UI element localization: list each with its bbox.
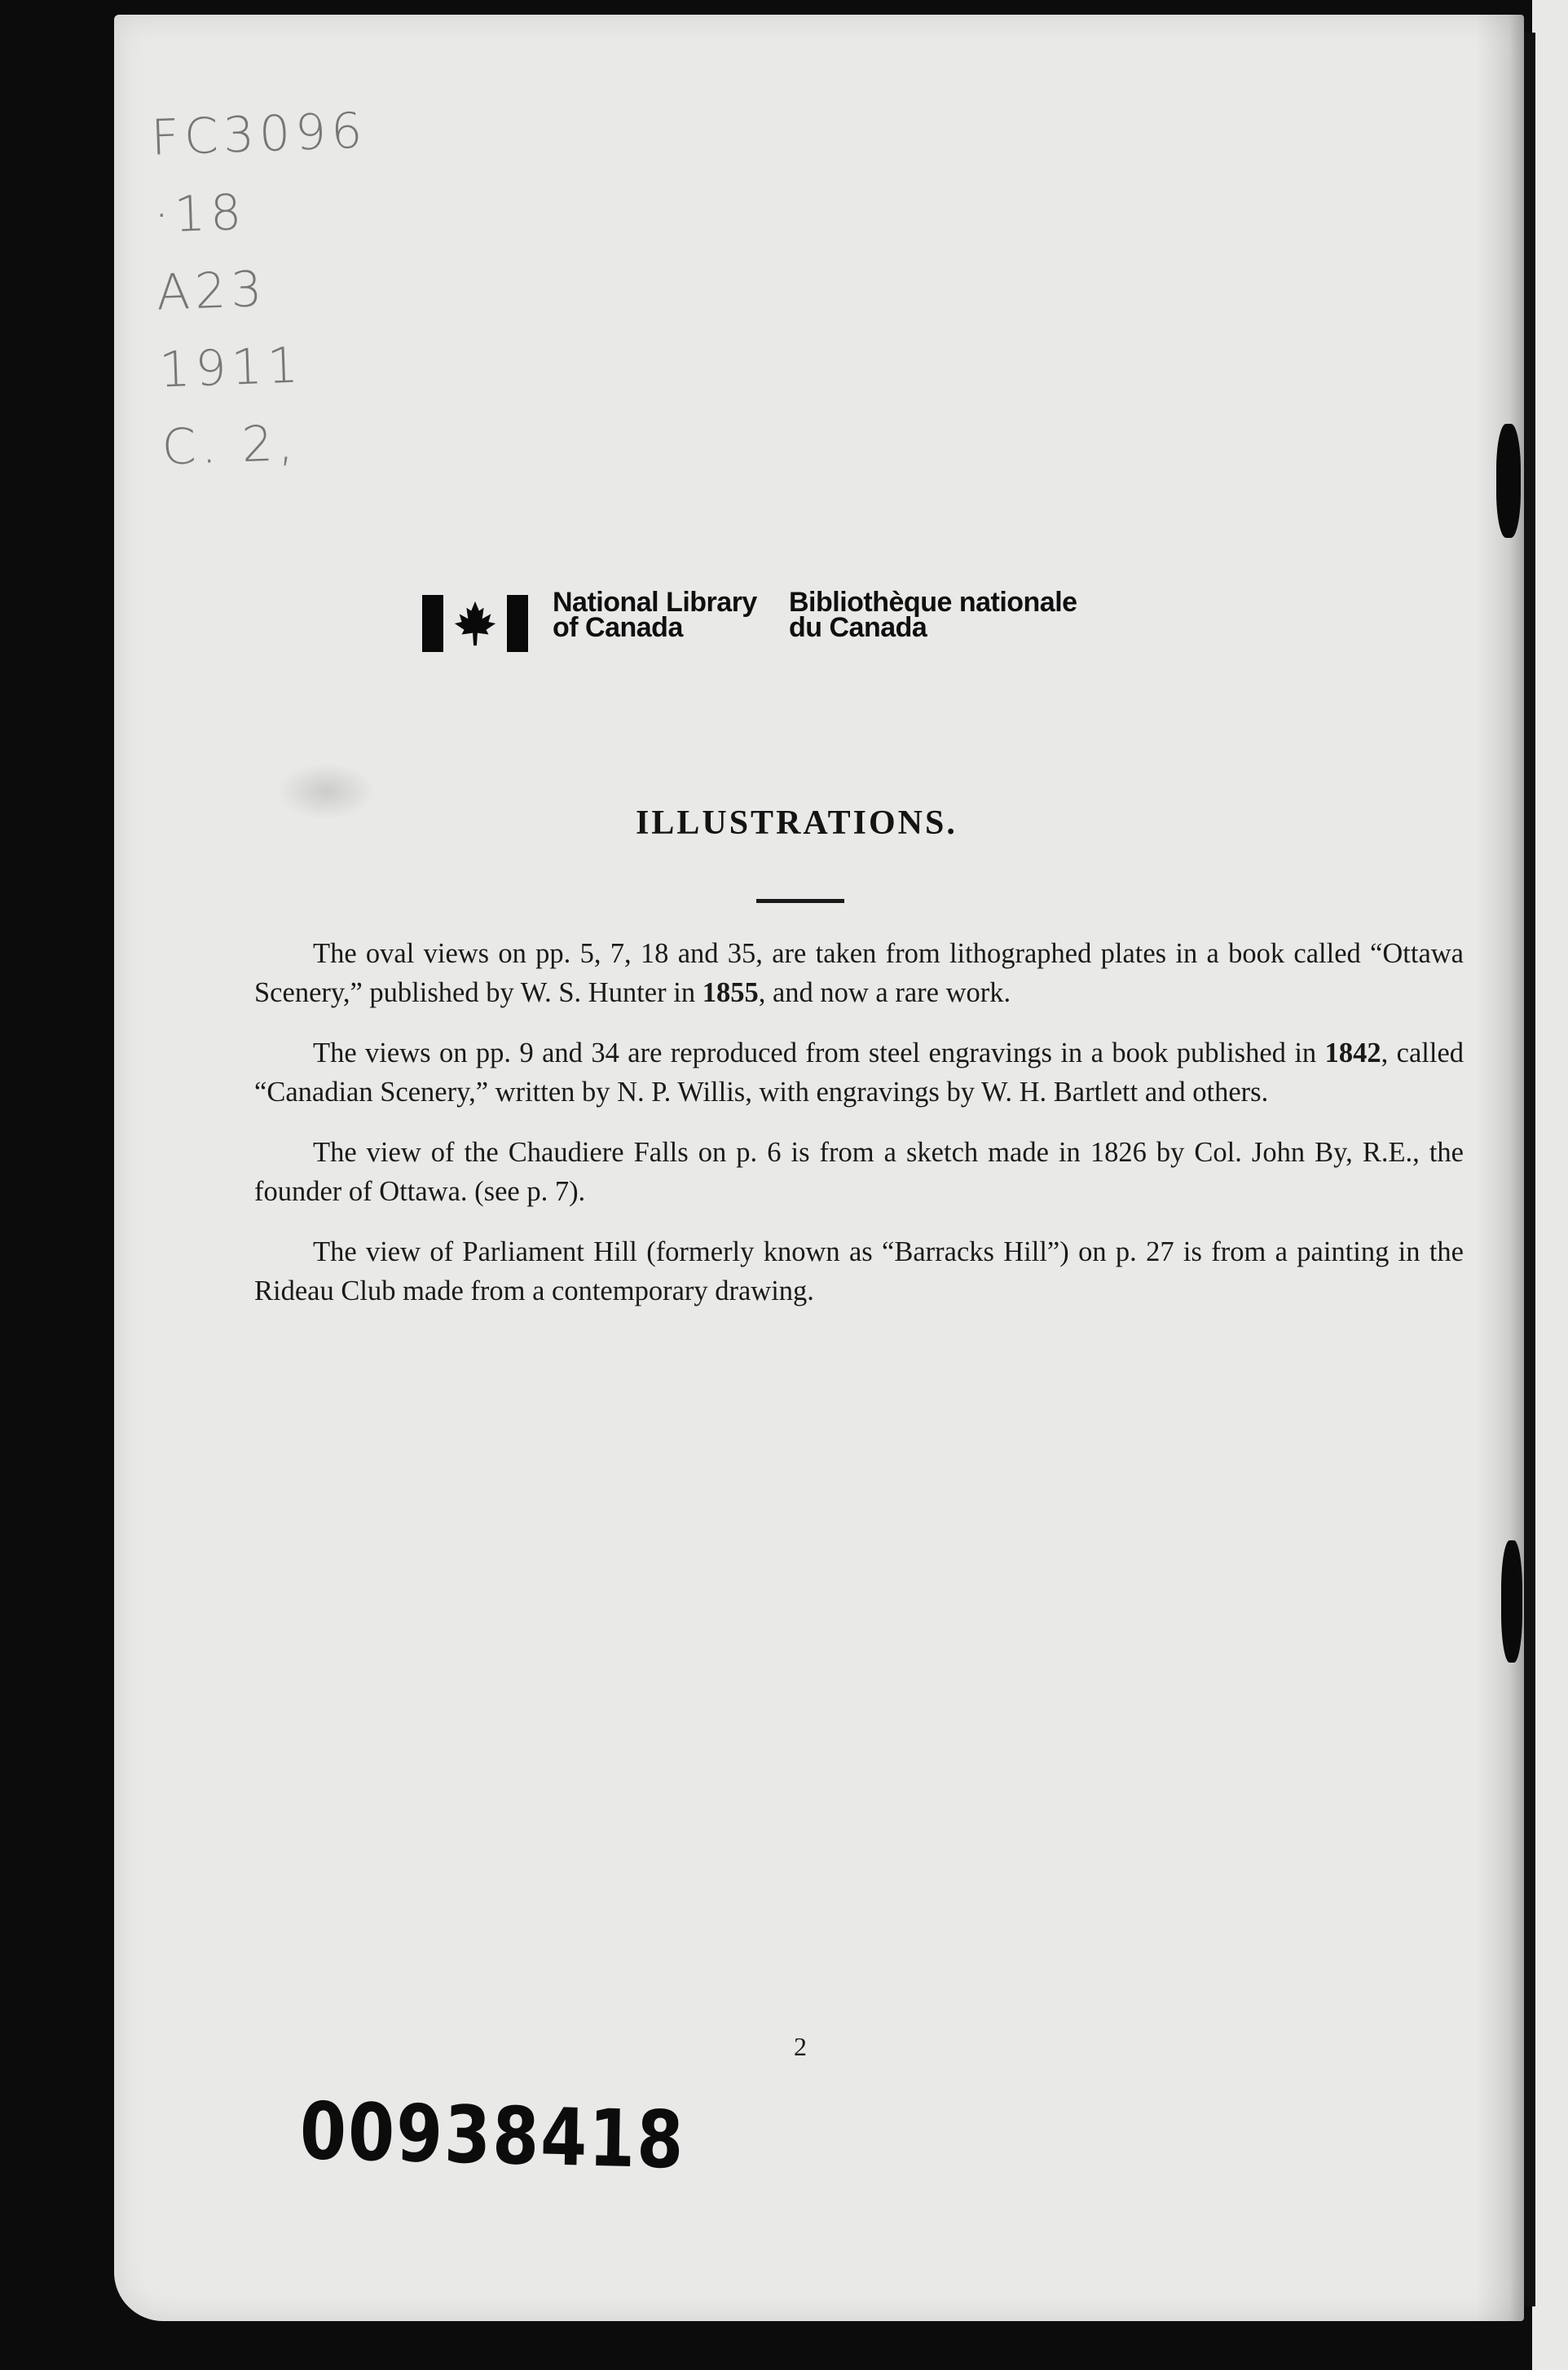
- paragraph: The view of Parliament Hill (formerly known as “Barracks Hill”) on p. 27 is from a painting in the Rideau Club made from a contemporary drawing.: [254, 1236, 1464, 1306]
- call-number-line: A23: [155, 260, 268, 322]
- call-number-line: ·18: [152, 183, 248, 244]
- page-heading: ILLUSTRATIONS.: [636, 804, 958, 842]
- paragraph: The oval views on pp. 5, 7, 18 and 35, are taken from lithographed plates in a book called “Ottawa Scenery,” published by W. S. Hunter in 1855, and now a rare work.: [254, 938, 1464, 1008]
- logo-french-line1: Bibliothèque nationale: [789, 587, 1077, 618]
- canada-flag-icon: [422, 595, 528, 652]
- binding-mark: [1496, 424, 1521, 538]
- logo-english-line2: of Canada: [553, 612, 683, 643]
- paragraph: The views on pp. 9 and 34 are reproduced from steel engravings in a book published in 1842, called “Canadian Scenery,” written by N. P. Willis, with engravings by W. H. Bartlett and others.: [254, 1037, 1464, 1108]
- document-page: [114, 15, 1524, 2321]
- logo-french: [789, 587, 1077, 643]
- heading-rule: [756, 899, 844, 903]
- page-number: 2: [794, 2032, 807, 2061]
- maple-leaf-icon: [451, 600, 499, 647]
- illustrations-text: [254, 934, 1464, 1332]
- page-shadow: [1475, 15, 1524, 2321]
- scan-border-right: [1532, 0, 1568, 2370]
- accession-number-stamp: 00938418: [299, 2086, 686, 2187]
- call-number-line: C. 2,: [161, 414, 300, 477]
- pencil-smudge: [277, 763, 375, 820]
- handwritten-call-number: [150, 93, 380, 487]
- logo-french-line2: du Canada: [789, 612, 927, 643]
- library-logo: [422, 577, 1196, 667]
- logo-english-line1: National Library: [553, 587, 757, 618]
- call-number-line: FC3096: [150, 102, 368, 167]
- logo-english: [553, 587, 757, 643]
- binding-mark: [1501, 1540, 1522, 1663]
- call-number-line: 1911: [158, 337, 305, 399]
- paragraph: The view of the Chaudiere Falls on p. 6 is from a sketch made in 1826 by Col. John By, R.E., the founder of Ottawa. (see p. 7).: [254, 1137, 1464, 1207]
